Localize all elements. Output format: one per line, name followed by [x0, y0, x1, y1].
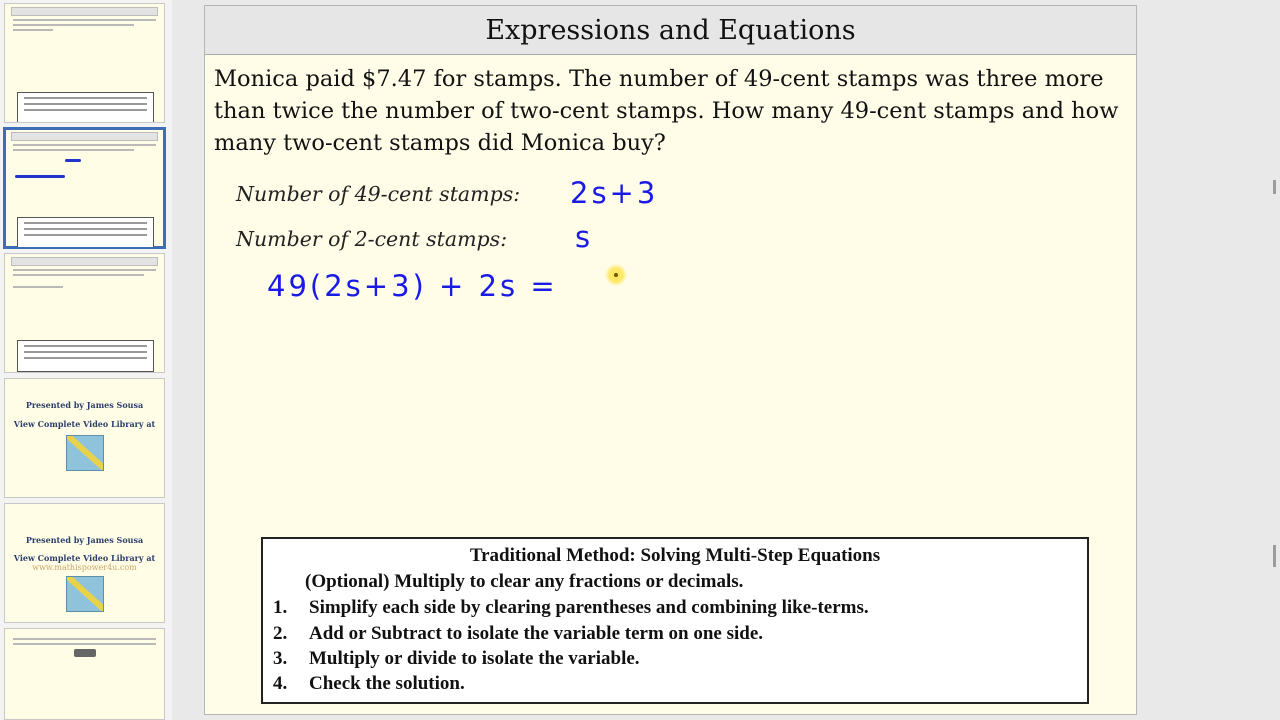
current-slide [204, 5, 1137, 715]
handwritten-expression-49-cent: 2s+3 [570, 176, 659, 210]
slide-title: Expressions and Equations [205, 6, 1136, 55]
handwritten-expression-2-cent: s [575, 220, 594, 254]
thumbnail-method-box [17, 217, 154, 248]
step-number: 4. [273, 673, 288, 694]
mathispower4u-logo [66, 576, 104, 612]
step-text: Simplify each side by clearing parentheses and combining like-terms. [309, 597, 869, 618]
method-step [273, 673, 465, 695]
thumbnail-ink-mark [15, 175, 65, 178]
pen-cursor-icon [605, 264, 627, 286]
scroll-edge-mark[interactable] [1273, 180, 1276, 194]
step-text: Check the solution. [309, 673, 465, 694]
slide-thumbnail-2-selected[interactable] [4, 128, 165, 248]
thumbnail-credit: Presented by James Sousa [25, 400, 144, 410]
step-number: 1. [273, 597, 288, 618]
method-step [273, 648, 640, 670]
thumbnail-method-box [17, 92, 154, 123]
thumbnail-method-box [17, 340, 154, 372]
method-title: Traditional Method: Solving Multi-Step Equations [469, 545, 881, 566]
method-optional-step: (Optional) Multiply to clear any fractions or decimals. [305, 571, 744, 592]
label-2-cent-stamps: Number of 2-cent stamps: [236, 227, 508, 251]
thumbnail-library-text: View Complete Video Library at [13, 418, 156, 429]
step-number: 3. [273, 648, 288, 669]
slide-thumbnail-3[interactable] [4, 253, 165, 373]
scroll-edge-mark[interactable] [1273, 545, 1276, 567]
slide-stage [172, 0, 1280, 720]
word-problem-text: Monica paid $7.47 for stamps. The number of 49-cent stamps was three more than twice the number of two-cent stamps. How many 49-cent stamps and how many two-cent stamps did Monica buy? [214, 66, 1119, 156]
slide-thumbnail-4[interactable] [4, 378, 165, 498]
slide-thumbnail-panel [0, 0, 173, 720]
label-49-cent-stamps: Number of 49-cent stamps: [236, 182, 521, 206]
slide-thumbnail-5[interactable] [4, 503, 165, 623]
thumbnail-url: www.mathispower4u.com [32, 562, 137, 572]
method-step [273, 597, 869, 619]
thumbnail-library-text: View Complete Video Library at [13, 552, 156, 563]
step-text: Multiply or divide to isolate the variable. [309, 648, 640, 669]
creative-commons-icon [74, 649, 96, 657]
thumbnail-credit: Presented by James Sousa [25, 535, 144, 545]
step-number: 2. [273, 623, 288, 644]
handwritten-equation: 49(2s+3) + 2s = [267, 269, 558, 303]
thumbnail-ink-mark [65, 159, 81, 162]
method-step [273, 623, 763, 645]
right-margin [1137, 0, 1280, 720]
slide-thumbnail-1[interactable] [4, 3, 165, 123]
slide-thumbnail-6[interactable] [4, 628, 165, 720]
mathispower4u-logo [66, 435, 104, 471]
traditional-method-box [261, 537, 1089, 704]
step-text: Add or Subtract to isolate the variable term on one side. [309, 623, 764, 644]
